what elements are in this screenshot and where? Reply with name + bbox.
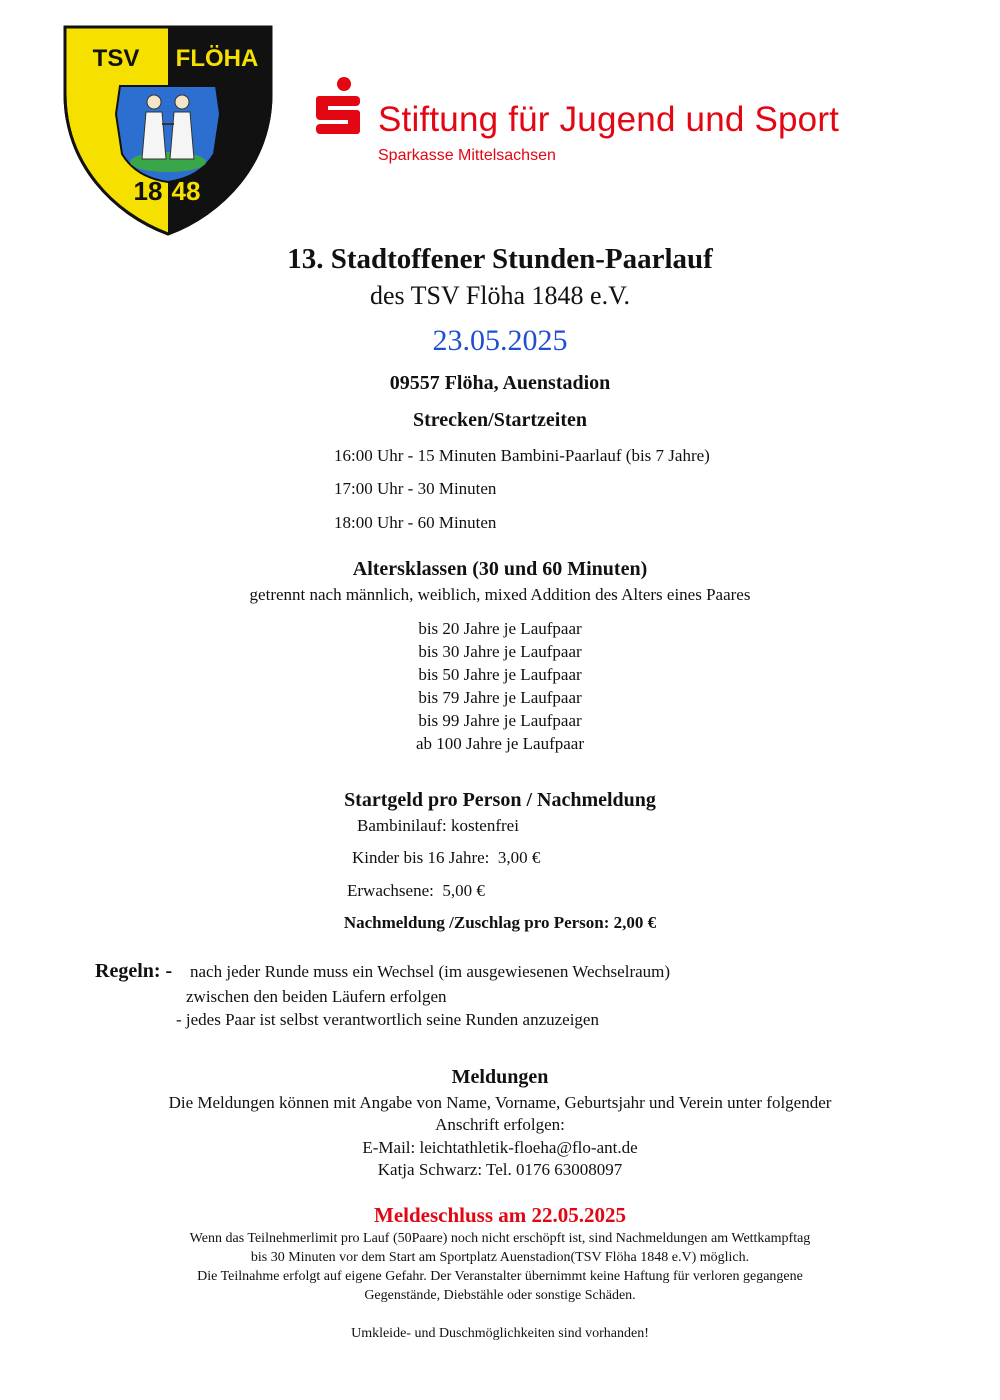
registration-heading: Meldungen	[451, 1066, 549, 1088]
schedule-item: 16:00 Uhr - 15 Minuten Bambini-Paarlauf (bis 7 Jahre)	[334, 446, 710, 465]
age-classes-note: getrennt nach männlich, weiblich, mixed Addition des Alters eines Paares	[249, 585, 751, 604]
event-date: 23.05.2025	[432, 324, 568, 357]
logo-year-right: 48	[171, 176, 201, 206]
deadline-heading: Meldeschluss am 22.05.2025	[374, 1203, 626, 1227]
event-venue: 09557 Flöha, Auenstadion	[389, 372, 611, 394]
registration-email: E-Mail: leichtathletik-floeha@flo-ant.de	[362, 1138, 638, 1157]
fee-late-registration: Nachmeldung /Zuschlag pro Person: 2,00 €	[343, 913, 657, 932]
fees-heading: Startgeld pro Person / Nachmeldung	[344, 789, 656, 811]
deadline-text: Wenn das Teilnehmerlimit pro Lauf (50Paare) noch nicht erschöpft ist, sind Nachmeldungen am Wettkampftag	[189, 1231, 811, 1246]
age-class-item: bis 30 Jahre je Laufpaar	[418, 642, 582, 661]
age-class-item: bis 50 Jahre je Laufpaar	[418, 665, 582, 684]
rules-line: nach jeder Runde muss ein Wechsel (im ausgewiesenen Wechselraum)	[190, 962, 671, 981]
deadline-text: bis 30 Minuten vor dem Start am Sportplatz Auenstadion(TSV Flöha 1848 e.V) möglich.	[250, 1250, 750, 1265]
registration-text: Anschrift erfolgen:	[435, 1115, 565, 1134]
deadline-text: Gegenstände, Diebstähle oder sonstige Schäden.	[364, 1288, 636, 1303]
age-class-item: bis 20 Jahre je Laufpaar	[418, 619, 582, 638]
schedule-item: 17:00 Uhr - 30 Minuten	[334, 479, 497, 498]
logo-text-tsv: TSV	[92, 45, 140, 72]
fee-adults: Erwachsene: 5,00 €	[347, 881, 485, 900]
rules-line: zwischen den beiden Läufern erfolgen	[186, 987, 447, 1006]
age-classes-heading: Altersklassen (30 und 60 Minuten)	[352, 558, 648, 580]
event-title: 13. Stadtoffener Stunden-Paarlauf	[287, 243, 713, 275]
age-class-item: ab 100 Jahre je Laufpaar	[415, 734, 585, 753]
logo-text-floeha: FLÖHA	[175, 45, 259, 72]
event-subtitle: des TSV Flöha 1848 e.V.	[369, 281, 631, 310]
registration-text: Die Meldungen können mit Angabe von Name, Vorname, Geburtsjahr und Verein unter folgender	[168, 1093, 832, 1112]
facilities-note: Umkleide- und Duschmöglichkeiten sind vorhanden!	[351, 1326, 649, 1341]
fee-bambini: Bambinilauf: kostenfrei	[357, 816, 519, 835]
rules-line: - jedes Paar ist selbst verantwortlich seine Runden anzuzeigen	[176, 1010, 599, 1029]
tsv-floeha-logo	[62, 24, 274, 236]
logo-year-left: 18	[133, 176, 163, 206]
sponsor-title: Stiftung für Jugend und Sport	[378, 100, 840, 139]
schedule-item: 18:00 Uhr - 60 Minuten	[334, 513, 497, 532]
registration-phone: Katja Schwarz: Tel. 0176 63008097	[377, 1160, 623, 1179]
deadline-text: Die Teilnahme erfolgt auf eigene Gefahr. Der Veranstalter übernimmt keine Haftung für verloren gegangene	[197, 1269, 803, 1284]
age-class-item: bis 99 Jahre je Laufpaar	[418, 711, 582, 730]
sponsor-subtitle: Sparkasse Mittelsachsen	[378, 147, 556, 164]
rules-label: Regeln: -	[95, 960, 173, 982]
schedule-heading: Strecken/Startzeiten	[412, 409, 588, 431]
age-class-item: bis 79 Jahre je Laufpaar	[418, 688, 582, 707]
fee-children: Kinder bis 16 Jahre: 3,00 €	[352, 848, 541, 867]
sparkasse-s-icon	[314, 76, 374, 136]
